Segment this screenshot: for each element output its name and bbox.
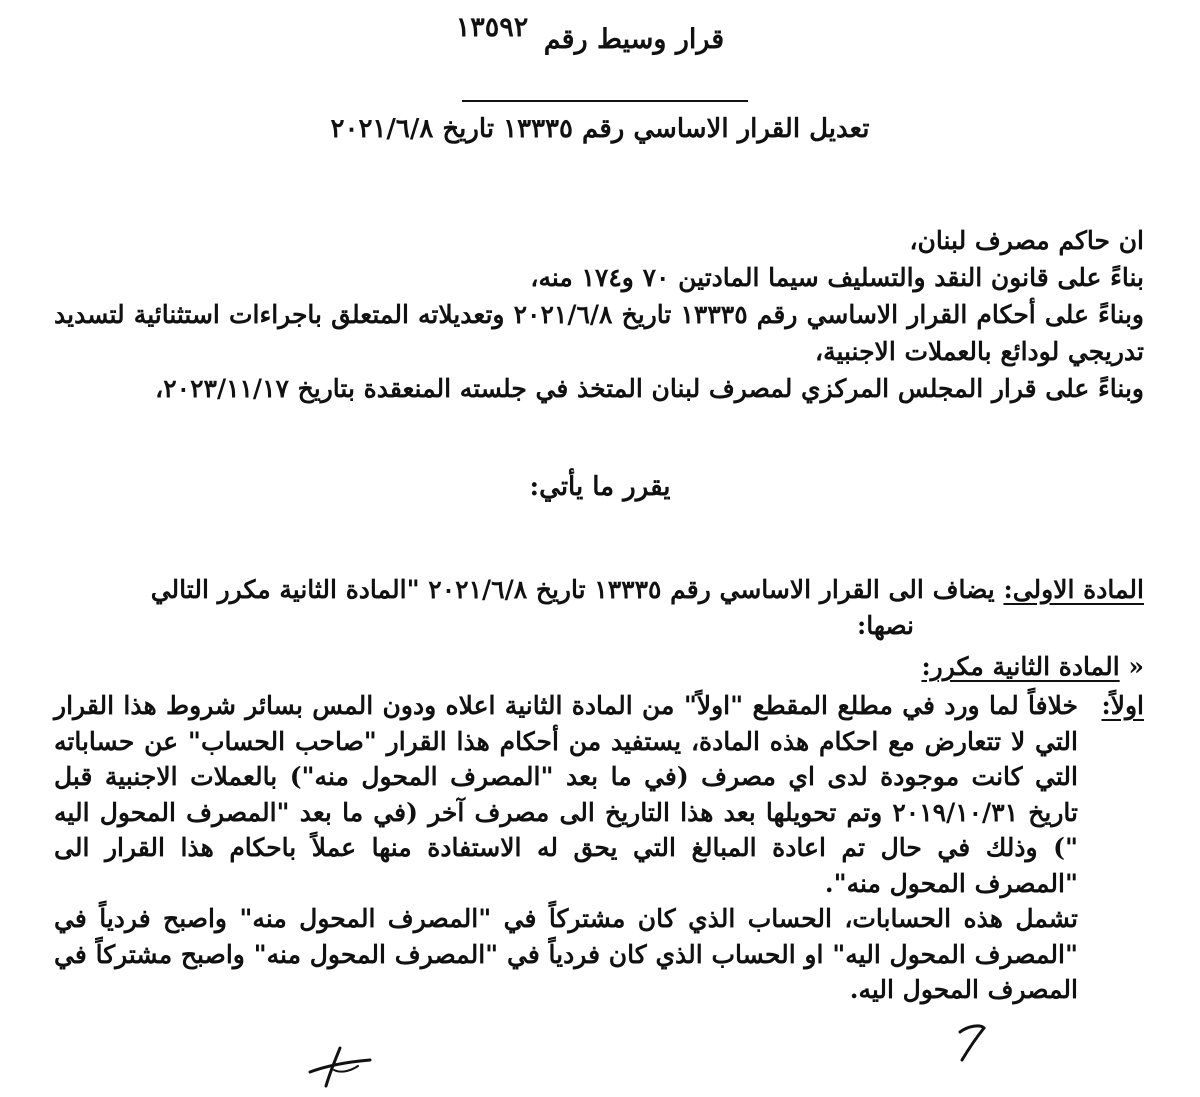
title-underline (462, 100, 748, 102)
article-two-bis-heading-row (921, 652, 1144, 681)
handwritten-initial-left (306, 1040, 376, 1090)
article-two-bis-heading: المادة الثانية مكرر: (921, 652, 1120, 681)
decision-title (455, 12, 725, 55)
document-subtitle: تعديل القرار الاساسي رقم ١٣٣٣٥ تاريخ ٢٠٢١/٦/٨ (330, 114, 870, 144)
decides-heading: يقرر ما يأتي: (529, 472, 671, 502)
clause-first-body (54, 688, 1078, 1008)
preamble-line: وبناءً على قرار المجلس المركزي لمصرف لبنان المتخذ في جلسته المنعقدة بتاريخ ٢٠٢٣/١١/١٧، (155, 374, 1144, 403)
article-one-text: يضاف الى القرار الاساسي رقم ١٣٣٣٥ تاريخ ٢٠٢١/٦/٨ "المادة الثانية مكرر التالي (150, 575, 995, 604)
article-one-continuation: نصها: (856, 611, 914, 640)
open-quote-mark: « (1128, 652, 1144, 681)
handwritten-initial-right (952, 1020, 992, 1065)
clause-first-label: اولاً: (1101, 691, 1144, 720)
preamble (54, 222, 1144, 407)
preamble-line: ان حاكم مصرف لبنان، (909, 226, 1144, 255)
decision-number: ١٣٥٩٢ (455, 12, 529, 43)
article-one-label: المادة الاولى: (1003, 575, 1144, 604)
preamble-line: بناءً على قانون النقد والتسليف سيما المادتين ٧٠ و١٧٤ منه، (530, 263, 1144, 292)
clause-paragraph: تشمل هذه الحسابات، الحساب الذي كان مشتركاً في "المصرف المحول منه" واصبح فردياً في "المصرف المحول اليه" او الحساب الذي كان فردياً في "المصرف المحول منه" واصبح مشتركاً في المصرف المحول اليه. (54, 904, 1078, 1004)
clause-first (54, 688, 1144, 1008)
clause-paragraph: خلافاً لما ورد في مطلع المقطع "اولاً" من المادة الثانية اعلاه ودون المس بسائر شروط هذا القرار التي لا تتعارض مع احكام هذه المادة، يستفيد من أحكام هذا القرار "صاحب الحساب" عن حساباته التي كانت موجودة لدى اي مصرف (في ما بعد "المصرف المحول منه") بالعملات الاجنبية قبل تاريخ ٢٠١٩/١٠/٣١ وتم تحويلها بعد هذا التاريخ الى مصرف آخر (في ما بعد "المصرف المحول اليه ") وذلك في حال تم اعادة المبالغ التي يحق له الاستفادة منها عملاً باحكام هذا القرار الى "المصرف المحول منه". (54, 691, 1078, 898)
preamble-line: وبناءً على أحكام القرار الاساسي رقم ١٣٣٣٥ تاريخ ٢٠٢١/٦/٨ وتعديلاته المتعلق باجراءات استثنائية لتسديد تدريجي لودائع بالعملات الاجنبية، (54, 300, 1144, 366)
article-one-line (54, 572, 1144, 608)
decision-title-text: قرار وسيط رقم (543, 24, 725, 55)
document-title (0, 12, 1200, 55)
article-one (54, 572, 1144, 644)
